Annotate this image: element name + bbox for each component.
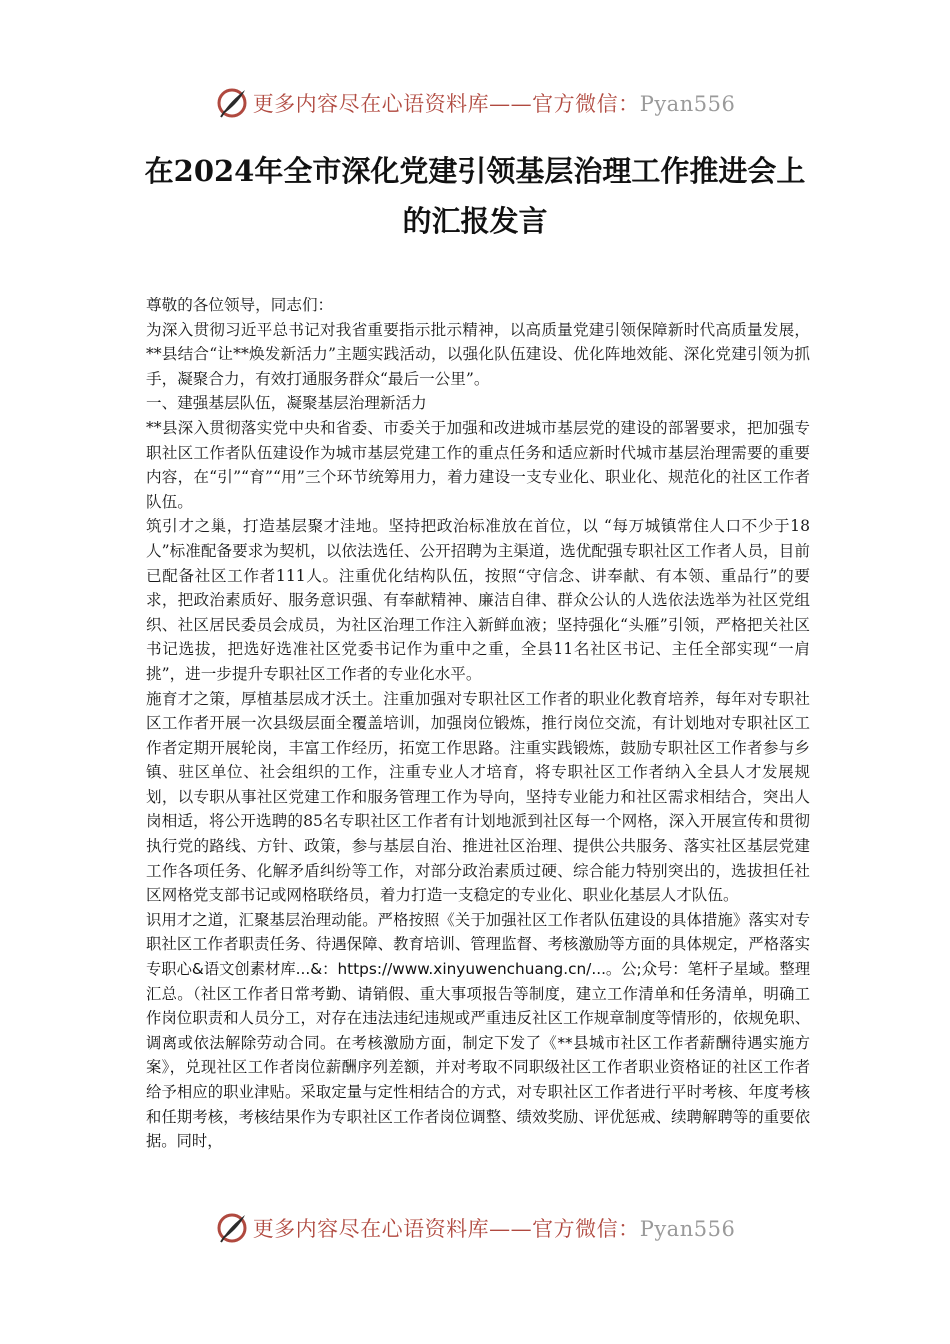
body-paragraph: 识用才之道，汇聚基层治理动能。严格按照《关于加强社区工作者队伍建设的具体措施》落实对专职社区工作者职责任务、待遇保障、教育培训、管理监督、考核激励等方面的具体规定，严格落实专职心&语文创素材库...&：https://www.xinyuwenchuang.cn/...。公;众号：笔杆子星域。整理汇总。（社区工作者日常考勤、请销假、重大事项报告等制度，建立工作清单和任务清单，明确工作岗位职责和人员分工，对存在违法违纪违规或严重违反社区工作规章制度等情形的，依规免职、调离或依法解除劳动合同。在考核激励方面，制定下发了《**县城市社区工作者薪酬待遇实施方案》，兑现社区工作者岗位薪酬序列差额，并对考取不同职级社区工作者职业资格证的社区工作者给予相应的职业津贴。采取定量与定性相结合的方式，对专职社区工作者进行平时考核、年度考核和任期考核，考核结果作为专职社区工作者岗位调整、绩效奖励、评优惩戒、续聘解聘等的重要依据。同时， xyxy=(146,910,810,1151)
banner-wechat-id: Pyan556 xyxy=(639,1217,736,1241)
document-body xyxy=(146,293,810,1154)
title-line-2: 的汇报发言 xyxy=(402,204,548,238)
banner-slogan: 更多内容尽在心语资料库——官方微信： xyxy=(252,1217,640,1241)
salutation: 尊敬的各位领导，同志们： xyxy=(146,296,334,314)
body-paragraph: 筑引才之巢，打造基层聚才洼地。坚持把政治标准放在首位，以 “每万城镇常住人口不少于18人”标准配备要求为契机，以依法选任、公开招聘为主渠道，选优配强专职社区工作者人员，目前已配备社区工作者111人。注重优化结构队伍，按照“守信念、讲奉献、有本领、重品行”的要求，把政治素质好、服务意识强、有奉献精神、廉洁自律、群众公认的人选依法选举为社区党组织、社区居民委员会成员，为社区治理工作注入新鲜血液；坚持强化“头雁”引领，严格把关社区书记选拔，把选好选准社区党委书记作为重中之重，全县11名社区书记、主任全部实现“一肩挑”，进一步提升专职社区工作者的专业化水平。 xyxy=(146,517,810,683)
banner-slogan: 更多内容尽在心语资料库——官方微信： xyxy=(252,92,640,116)
quill-pen-logo-icon xyxy=(215,1211,249,1245)
body-paragraph: **县深入贯彻落实党中央和省委、市委关于加强和改进城市基层党的建设的部署要求，把加强专职社区工作者队伍建设作为城市基层党建工作的重点任务和适应新时代城市基层治理需要的重要内容，在“引”“育”“用”三个环节统筹用力，着力建设一支专业化、职业化、规范化的社区工作者队伍。 xyxy=(146,418,810,511)
intro-paragraph: 为深入贯彻习近平总书记对我省重要指示批示精神，以高质量党建引领保障新时代高质量发展，**县结合“让**焕发新活力”主题实践活动，以强化队伍建设、优化阵地效能、深化党建引领为抓手，凝聚合力，有效打通服务群众“最后一公里”。 xyxy=(146,320,810,388)
footer-watermark-banner xyxy=(0,1206,950,1250)
header-watermark-banner xyxy=(0,81,950,125)
banner-wechat-id: Pyan556 xyxy=(639,92,736,116)
quill-pen-logo-icon xyxy=(215,86,249,120)
section-heading: 一、建强基层队伍，凝聚基层治理新活力 xyxy=(146,394,427,413)
banner-text xyxy=(253,1213,736,1243)
title-line-1: 在2024年全市深化党建引领基层治理工作推进会上 xyxy=(144,154,806,188)
document-title xyxy=(140,146,810,246)
banner-text xyxy=(253,88,736,118)
body-paragraph: 施育才之策，厚植基层成才沃土。注重加强对专职社区工作者的职业化教育培养，每年对专职社区工作者开展一次县级层面全覆盖培训，加强岗位锻炼，推行岗位交流，有计划地对专职社区工作者定期开展轮岗，丰富工作经历，拓宽工作思路。注重实践锻炼，鼓励专职社区工作者参与乡镇、驻区单位、社会组织的工作，注重专业人才培育，将专职社区工作者纳入全县人才发展规划，以专职从事社区党建工作和服务管理工作为导向，坚持专业能力和社区需求相结合，突出人岗相适，将公开选聘的85名专职社区工作者有计划地派到社区每一个网格，深入开展宣传和贯彻执行党的路线、方针、政策，参与基层自治、推进社区治理、提供公共服务、落实社区基层党建工作各项任务、化解矛盾纠纷等工作，对部分政治素质过硬、综合能力特别突出的，选拔担任社区网格党支部书记或网格联络员，着力打造一支稳定的专业化、职业化基层人才队伍。 xyxy=(146,689,810,905)
